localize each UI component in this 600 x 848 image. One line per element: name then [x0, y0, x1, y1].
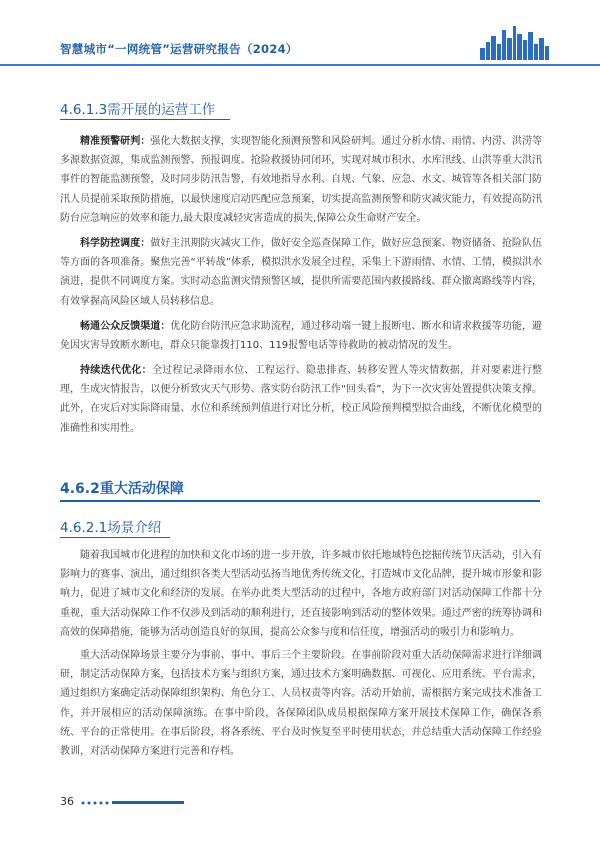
paragraph-body: 全过程记录降雨水位、工程运行、隐患排查、转移安置人等灾情数据，并对要素进行整理，生成灾情报告，以便分析致灾天气形势、落实防台防汛工作“回头看”，为下一次灾害处置提供决策支撑。此外，在灾后对实际降雨量、水位和系统预判值进行对比分析，校正风险预判模型拟合曲线，不断优化模型的准确性和实用性。 — [60, 365, 543, 434]
paragraph-scenario-phases — [60, 646, 542, 761]
paragraph-body: 做好主汛期防灾减灾工作，做好安全巡查保障工作，做好应急预案、物资储备、抢险队伍等方面的各项准备。聚焦完善“平转战”体系，模拟洪水发展全过程，采集上下游雨情、水情、工情，模拟洪水演进，提供不同调度方案。实时动态监测灾情预警区域，提供所需要范围内救援路线、群众撤离路线等内容，有效掌握高风险区域人员转移信息。 — [60, 238, 543, 307]
header-divider — [0, 64, 600, 66]
page-number: 36 — [60, 795, 74, 808]
section-heading-underline — [60, 537, 170, 538]
paragraph-body: 强化大数据支撑，实现智能化预测预警和风险研判。通过分析水情、雨情、内涝、洪涝等多源数据资源，集成监测预警、预报调度、抢险救援协同闭环，实现对城市积水、水库汛线、山洪等重大洪汛事件的智能监测预警，及时同步防汛告警，有效地指导水利、自规、气象、应急、水文、城管等各相关部门防汛人员提前采取预防措施，以最快速度启动匹配应急预案，切实提高监测预警和防灾减灾能力，有效提高防汛防台应急响应的效率和能力,最大限度减轻灾害造成的损失,保障公众生命财产安全。 — [60, 136, 543, 224]
paragraph-lead: 精准预警研判： — [80, 136, 151, 147]
paragraph-scenario-background — [60, 546, 542, 642]
section-heading-4613: 4.6.1.3需开展的运营工作 — [60, 102, 216, 118]
paragraph-lead: 畅通公众反馈渠道： — [80, 321, 171, 332]
paragraph-continuous-iteration — [60, 361, 542, 438]
paragraph-body: 重大活动保障场景主要分为事前、事中、事后三个主要阶段。在事前阶段对重大活动保障需求进行详细调研，制定活动保障方案，包括技术方案与组织方案，通过技术方案明确数据、可视化、应用系统、平台需求，通过组织方案确定活动保障组织架构、角色分工、人员权责等内容。活动开始前，需根据方案完成技术准备工作，并开展相应的活动保障演练。在事中阶段，各保障团队成员根据保障方案开展技术保障工作，确保各系统、平台的正常使用。在事后阶段，将各系统、平台及时恢复至平时使用状态，并总结重大活动保障工作经验教训，对活动保障方案进行完善和存档。 — [60, 650, 542, 758]
report-title: 智慧城市“一网统管”运营研究报告（2024） — [60, 42, 298, 56]
paragraph-scientific-dispatch — [60, 234, 542, 311]
paragraph-public-feedback — [60, 317, 542, 355]
paragraph-lead: 科学防控调度： — [80, 238, 151, 249]
footer-accent-bar — [112, 801, 184, 804]
section-heading-rule — [60, 500, 540, 502]
section-heading-462: 4.6.2重大活动保障 — [60, 481, 184, 497]
paragraph-precise-warning — [60, 132, 542, 228]
section-heading-underline — [60, 119, 230, 120]
paragraph-body: 随着我国城市化进程的加快和文化市场的进一步开放，许多城市依托地域特色挖掘传统节庆活动，引入有影响力的赛事、演出，通过组织各类大型活动弘扬当地优秀传统文化，打造城市文化品牌，提升城市形象和影响力，促进了城市文化和经济的发展。在举办此类大型活动的过程中，各地方政府部门对活动保障工作都十分重视，重大活动保障工作不仅涉及到活动的顺利进行，还直接影响到活动的整体效果。通过严密的统筹协调和高效的保障措施，能够为活动创造良好的氛围，提高公众参与度和信任度，增强活动的吸引力和影响力。 — [60, 550, 542, 638]
paragraph-lead: 持续迭代优化： — [80, 365, 152, 376]
dots-decoration-icon — [80, 800, 110, 806]
section-heading-4621: 4.6.2.1场景介绍 — [60, 520, 162, 536]
city-skyline-icon — [478, 26, 550, 60]
paragraph-body: 优化防台防汛应急求助流程，通过移动端一键上报断电、断水和请求救援等功能，避免因灾害导致断水断电，群众只能靠拨打110、119报警电话等待救助的被动情况的发生。 — [60, 321, 543, 352]
